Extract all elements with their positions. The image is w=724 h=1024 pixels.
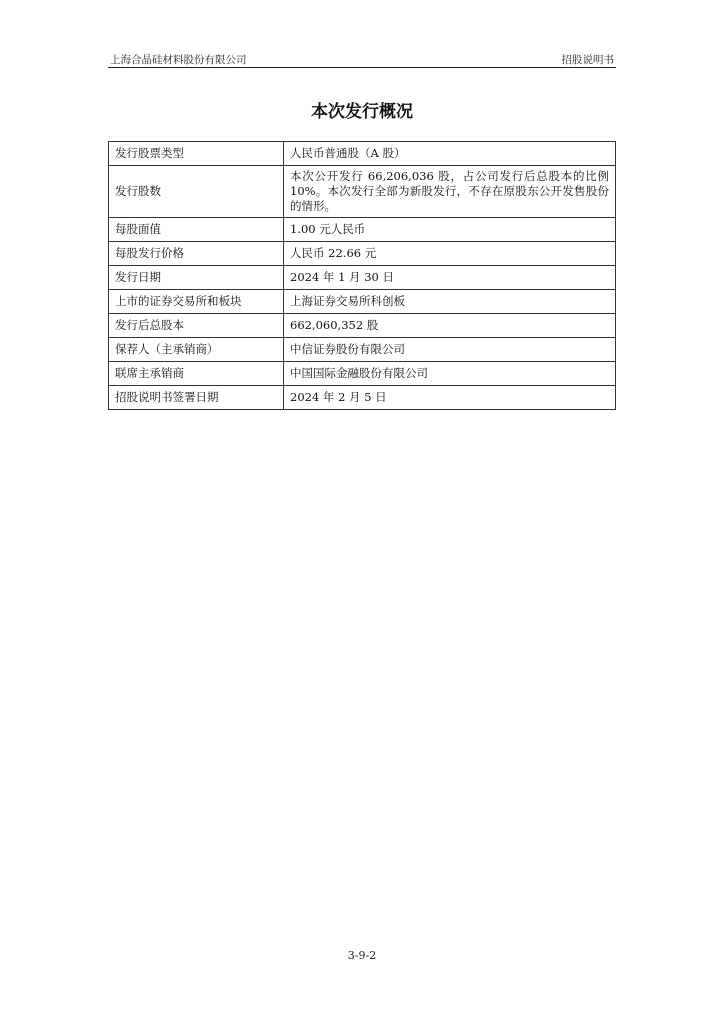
document-type: 招股说明书 [561,54,614,66]
page-number: 3-9-2 [347,949,377,962]
row-value: 本次公开发行 66,206,036 股，占公司发行后总股本的比例 10%。本次发行全部为新股发行，不存在原股东公开发售股份的情形。 [284,166,616,218]
row-value: 662,060,352 股 [284,314,616,338]
row-value: 2024 年 1 月 30 日 [284,266,616,290]
table-row [109,242,616,266]
page-header [108,50,616,68]
row-label: 上市的证券交易所和板块 [109,290,284,314]
company-name: 上海合晶硅材料股份有限公司 [110,54,247,66]
row-label: 每股发行价格 [109,242,284,266]
page-title: 本次发行概况 [311,102,413,122]
row-value: 上海证券交易所科创板 [284,290,616,314]
table-row [109,338,616,362]
table-row [109,218,616,242]
table-row [109,386,616,410]
row-value: 人民币 22.66 元 [284,242,616,266]
offering-overview-table [108,141,616,410]
row-value: 中国国际金融股份有限公司 [284,362,616,386]
row-label: 每股面值 [109,218,284,242]
row-label: 发行股票类型 [109,142,284,166]
row-label: 联席主承销商 [109,362,284,386]
row-value: 人民币普通股（A 股） [284,142,616,166]
row-label: 发行日期 [109,266,284,290]
row-value: 2024 年 2 月 5 日 [284,386,616,410]
row-label: 招股说明书签署日期 [109,386,284,410]
table-row [109,266,616,290]
table-row [109,166,616,218]
row-value: 中信证券股份有限公司 [284,338,616,362]
row-label: 发行股数 [109,166,284,218]
table-row [109,142,616,166]
row-label: 保荐人（主承销商） [109,338,284,362]
row-label: 发行后总股本 [109,314,284,338]
row-value: 1.00 元人民币 [284,218,616,242]
table-row [109,362,616,386]
table-row [109,290,616,314]
table-row [109,314,616,338]
